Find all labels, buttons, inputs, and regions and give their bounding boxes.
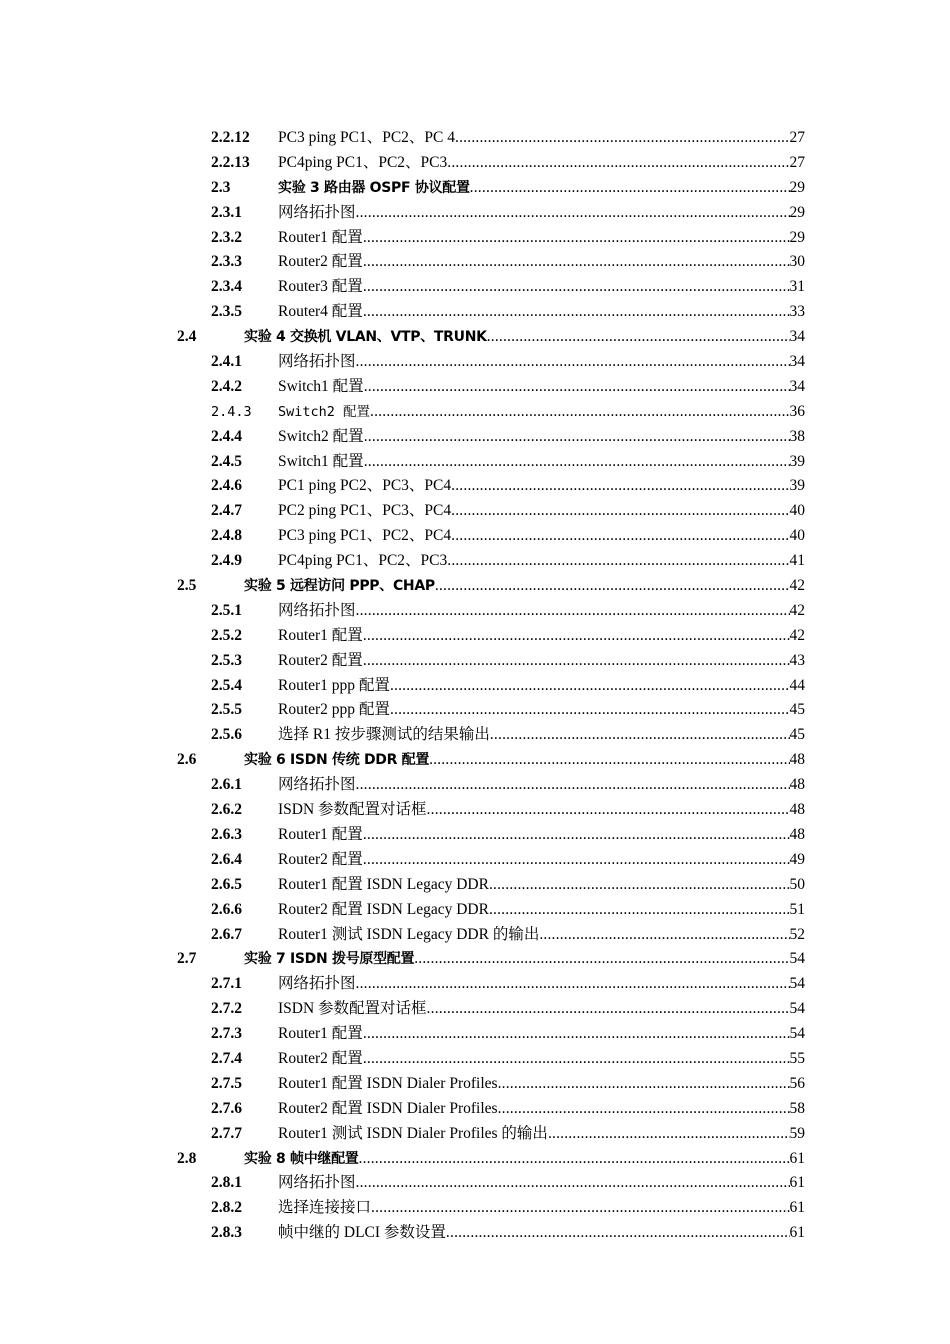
toc-entry[interactable]	[0, 1097, 950, 1122]
toc-entry-title-line	[244, 1147, 805, 1172]
dot-leader	[356, 350, 790, 375]
dot-leader	[363, 300, 790, 325]
toc-entry-page-number: 41	[789, 552, 805, 570]
toc-entry-page-number: 42	[789, 577, 805, 595]
toc-entry[interactable]	[0, 947, 950, 972]
toc-entry[interactable]	[0, 1171, 950, 1196]
toc-entry-page-number: 55	[789, 1049, 805, 1067]
toc-entry[interactable]	[0, 275, 950, 300]
dot-leader	[539, 923, 789, 948]
toc-entry-title: Router1 测试 ISDN Legacy DDR 的输出	[278, 925, 540, 943]
toc-entry[interactable]	[0, 201, 950, 226]
dot-leader	[356, 972, 790, 997]
toc-entry-page-number: 61	[789, 1174, 805, 1192]
toc-entry-title: Router3 配置	[278, 278, 363, 296]
toc-entry-page-number: 29	[789, 228, 805, 246]
toc-entry-title: 网络拓扑图	[278, 1174, 356, 1192]
table-of-contents	[0, 126, 950, 1246]
toc-entry-title-line	[278, 450, 805, 475]
dot-leader	[363, 848, 790, 873]
toc-entry[interactable]	[0, 400, 950, 425]
dot-leader	[498, 1097, 790, 1122]
dot-leader	[363, 250, 790, 275]
toc-entry-title: Router1 配置	[278, 626, 363, 644]
dot-leader	[363, 226, 790, 251]
toc-entry[interactable]	[0, 126, 950, 151]
toc-entry-number: 2.4.4	[211, 427, 242, 445]
toc-entry-title-line	[278, 176, 805, 201]
toc-entry-title: Router2 配置	[278, 253, 363, 271]
toc-entry-page-number: 36	[789, 402, 805, 420]
toc-entry[interactable]	[0, 798, 950, 823]
toc-entry-page-number: 54	[789, 975, 805, 993]
toc-entry-number: 2.4.9	[211, 552, 242, 570]
toc-entry[interactable]	[0, 873, 950, 898]
dot-leader	[363, 823, 790, 848]
toc-entry-page-number: 29	[789, 203, 805, 221]
toc-entry-page-number: 30	[789, 253, 805, 271]
toc-entry-title-line	[278, 624, 805, 649]
toc-entry-number: 2.6	[177, 751, 197, 769]
toc-entry-title: Switch1 配置	[278, 452, 364, 470]
toc-entry-number: 2.8.3	[211, 1224, 242, 1242]
toc-entry-number: 2.6.4	[211, 850, 242, 868]
toc-entry-title-line	[278, 524, 805, 549]
toc-entry-title: ISDN 参数配置对话框	[278, 801, 427, 819]
toc-entry-number: 2.8.1	[211, 1174, 242, 1192]
toc-entry[interactable]	[0, 574, 950, 599]
toc-entry[interactable]	[0, 450, 950, 475]
toc-entry-title: ISDN 参数配置对话框	[278, 1000, 427, 1018]
toc-entry-page-number: 59	[789, 1124, 805, 1142]
toc-entry-title-line	[278, 250, 805, 275]
toc-entry[interactable]	[0, 1047, 950, 1072]
toc-entry-title-line	[278, 674, 805, 699]
toc-entry[interactable]	[0, 624, 950, 649]
toc-entry-page-number: 34	[789, 353, 805, 371]
toc-entry-page-number: 52	[789, 925, 805, 943]
toc-entry-number: 2.6.1	[211, 776, 242, 794]
toc-entry-number: 2.3.4	[211, 278, 242, 296]
toc-entry-page-number: 43	[789, 651, 805, 669]
dot-leader	[359, 1147, 790, 1172]
toc-entry[interactable]	[0, 226, 950, 251]
toc-entry[interactable]	[0, 773, 950, 798]
toc-entry-number: 2.5	[177, 577, 197, 595]
toc-entry-page-number: 49	[789, 850, 805, 868]
toc-entry-page-number: 61	[789, 1199, 805, 1217]
dot-leader	[470, 176, 790, 201]
toc-entry-title-line	[278, 873, 805, 898]
toc-entry[interactable]	[0, 1022, 950, 1047]
toc-entry[interactable]	[0, 1072, 950, 1097]
toc-entry-page-number: 54	[789, 950, 805, 968]
toc-entry-title: 网络拓扑图	[278, 975, 356, 993]
toc-entry-title: Router1 配置	[278, 1025, 363, 1043]
dot-leader	[356, 599, 790, 624]
toc-entry-number: 2.6.7	[211, 925, 242, 943]
dot-leader	[446, 1221, 790, 1246]
toc-entry-title-line	[278, 649, 805, 674]
dot-leader	[447, 151, 789, 176]
toc-entry[interactable]	[0, 848, 950, 873]
toc-entry-title-line	[278, 923, 805, 948]
toc-entry-title: Router2 配置	[278, 651, 363, 669]
toc-entry[interactable]	[0, 972, 950, 997]
toc-entry-title: 网络拓扑图	[278, 203, 356, 221]
toc-entry-title: PC3 ping PC1、PC2、PC4	[278, 527, 452, 545]
toc-entry-title-line	[278, 848, 805, 873]
toc-entry-title-line	[278, 1122, 805, 1147]
toc-entry-number: 2.4.6	[211, 477, 242, 495]
toc-entry-title-line	[244, 325, 805, 350]
toc-entry-title-line	[278, 201, 805, 226]
toc-entry-page-number: 54	[789, 1000, 805, 1018]
toc-entry-title: Router1 ppp 配置	[278, 676, 390, 694]
dot-leader	[356, 201, 790, 226]
toc-entry-page-number: 48	[789, 801, 805, 819]
toc-entry[interactable]	[0, 698, 950, 723]
dot-leader	[364, 375, 790, 400]
toc-entry-page-number: 42	[789, 601, 805, 619]
toc-entry-title: PC4ping PC1、PC2、PC3	[278, 552, 448, 570]
toc-entry[interactable]	[0, 723, 950, 748]
dot-leader	[390, 698, 790, 723]
toc-entry-number: 2.3.1	[211, 203, 242, 221]
toc-entry-number: 2.7.2	[211, 1000, 242, 1018]
toc-entry[interactable]	[0, 923, 950, 948]
toc-entry[interactable]	[0, 474, 950, 499]
toc-entry-number: 2.6.5	[211, 875, 242, 893]
toc-entry-number: 2.7.4	[211, 1049, 242, 1067]
toc-entry-title-line	[278, 400, 805, 425]
toc-entry-title: 实验 4 交换机 VLAN、VTP、TRUNK	[244, 329, 487, 346]
toc-entry-number: 2.4.2	[211, 377, 242, 395]
toc-entry-title-line	[278, 549, 805, 574]
toc-entry-title-line	[278, 375, 805, 400]
toc-entry-page-number: 45	[789, 726, 805, 744]
toc-entry-title: 帧中继的 DLCI 参数设置	[278, 1224, 446, 1242]
toc-entry-title-line	[278, 1171, 805, 1196]
toc-entry-page-number: 42	[789, 626, 805, 644]
toc-entry[interactable]	[0, 250, 950, 275]
toc-entry-title: Router1 配置	[278, 825, 363, 843]
toc-entry-title-line	[278, 1022, 805, 1047]
toc-entry-number: 2.2.13	[211, 153, 250, 171]
toc-entry[interactable]	[0, 425, 950, 450]
toc-entry-number: 2.4.8	[211, 527, 242, 545]
toc-entry-number: 2.4	[177, 328, 197, 346]
toc-entry-title: Router2 配置 ISDN Dialer Profiles	[278, 1099, 498, 1117]
dot-leader	[548, 1122, 790, 1147]
toc-entry-number: 2.3.5	[211, 303, 242, 321]
toc-entry[interactable]	[0, 1122, 950, 1147]
toc-entry-page-number: 40	[789, 527, 805, 545]
dot-leader	[451, 474, 789, 499]
dot-leader	[364, 450, 790, 475]
toc-entry-number: 2.7.5	[211, 1074, 242, 1092]
dot-leader	[363, 649, 790, 674]
toc-entry-number: 2.3.3	[211, 253, 242, 271]
toc-entry-title-line	[278, 300, 805, 325]
toc-entry-number: 2.4.1	[211, 353, 242, 371]
toc-entry-number: 2.5.2	[211, 626, 242, 644]
toc-entry-page-number: 56	[789, 1074, 805, 1092]
toc-entry[interactable]	[0, 549, 950, 574]
toc-entry-title: 网络拓扑图	[278, 776, 356, 794]
toc-entry-title-line	[278, 350, 805, 375]
toc-entry-page-number: 51	[789, 900, 805, 918]
toc-entry-title-line	[278, 773, 805, 798]
toc-entry-page-number: 48	[789, 776, 805, 794]
dot-leader	[447, 549, 789, 574]
toc-entry-title-line	[278, 126, 805, 151]
toc-entry-number: 2.3	[211, 178, 231, 196]
toc-entry-page-number: 39	[789, 477, 805, 495]
toc-entry-title: Router1 测试 ISDN Dialer Profiles 的输出	[278, 1124, 548, 1142]
toc-entry[interactable]	[0, 674, 950, 699]
toc-entry-number: 2.4.7	[211, 502, 242, 520]
toc-entry-title-line	[278, 1047, 805, 1072]
toc-entry-title: Router2 配置	[278, 850, 363, 868]
dot-leader	[429, 748, 789, 773]
dot-leader	[356, 1171, 790, 1196]
toc-entry-title-line	[278, 898, 805, 923]
toc-entry[interactable]	[0, 499, 950, 524]
toc-entry[interactable]	[0, 151, 950, 176]
toc-entry-title: Router2 配置	[278, 1049, 363, 1067]
toc-entry-page-number: 50	[789, 875, 805, 893]
toc-entry-title: Router1 配置 ISDN Legacy DDR	[278, 875, 489, 893]
toc-entry-title-line	[278, 972, 805, 997]
toc-entry-title: 实验 8 帧中继配置	[244, 1150, 359, 1167]
toc-entry-title: Switch2 配置	[278, 403, 371, 420]
toc-entry-number: 2.4.5	[211, 452, 242, 470]
toc-entry-number: 2.5.1	[211, 601, 242, 619]
toc-entry-title: 实验 5 远程访问 PPP、CHAP	[244, 578, 435, 595]
toc-entry[interactable]	[0, 748, 950, 773]
dot-leader	[390, 674, 790, 699]
toc-entry-number: 2.7.7	[211, 1124, 242, 1142]
toc-entry-page-number: 48	[789, 751, 805, 769]
dot-leader	[371, 1196, 789, 1221]
toc-entry[interactable]	[0, 350, 950, 375]
toc-entry-title-line	[278, 723, 805, 748]
toc-entry-title: PC2 ping PC1、PC3、PC4	[278, 502, 452, 520]
dot-leader	[414, 947, 789, 972]
toc-entry-page-number: 39	[789, 452, 805, 470]
toc-entry-title: 网络拓扑图	[278, 601, 356, 619]
toc-entry-title: Router1 配置 ISDN Dialer Profiles	[278, 1074, 498, 1092]
toc-entry-title-line	[244, 748, 805, 773]
toc-entry-page-number: 34	[789, 328, 805, 346]
toc-entry-title: 选择连接接口	[278, 1199, 372, 1217]
toc-entry-title: Router2 配置 ISDN Legacy DDR	[278, 900, 489, 918]
dot-leader	[455, 126, 789, 151]
toc-entry[interactable]	[0, 898, 950, 923]
toc-entry[interactable]	[0, 375, 950, 400]
toc-entry-title-line	[278, 1196, 805, 1221]
toc-entry[interactable]	[0, 649, 950, 674]
toc-entry-title-line	[244, 947, 805, 972]
toc-entry-title-line	[278, 798, 805, 823]
toc-entry-page-number: 38	[789, 427, 805, 445]
toc-entry-title: PC1 ping PC2、PC3、PC4	[278, 477, 452, 495]
toc-entry[interactable]	[0, 325, 950, 350]
toc-entry-title-line	[278, 698, 805, 723]
toc-entry-title: PC4ping PC1、PC2、PC3	[278, 153, 448, 171]
toc-entry-page-number: 40	[789, 502, 805, 520]
dot-leader	[451, 524, 789, 549]
toc-entry-title-line	[278, 1072, 805, 1097]
dot-leader	[427, 798, 790, 823]
toc-entry-title-line	[278, 474, 805, 499]
toc-entry-title-line	[278, 275, 805, 300]
toc-entry[interactable]	[0, 176, 950, 201]
toc-entry[interactable]	[0, 1221, 950, 1246]
toc-entry-title: Router2 ppp 配置	[278, 701, 390, 719]
dot-leader	[490, 723, 790, 748]
toc-entry-title-line	[244, 574, 805, 599]
toc-entry-title: 选择 R1 按步骤测试的结果输出	[278, 726, 490, 744]
toc-entry-title-line	[278, 151, 805, 176]
dot-leader	[370, 400, 789, 425]
dot-leader	[363, 275, 790, 300]
toc-entry-number: 2.8.2	[211, 1199, 242, 1217]
dot-leader	[489, 873, 790, 898]
toc-entry[interactable]	[0, 524, 950, 549]
toc-entry[interactable]	[0, 300, 950, 325]
dot-leader	[363, 624, 790, 649]
toc-entry-title: Switch2 配置	[278, 427, 364, 445]
toc-entry-title: 网络拓扑图	[278, 353, 356, 371]
toc-entry-title: 实验 7 ISDN 拨号原型配置	[244, 951, 415, 968]
toc-entry-page-number: 61	[789, 1224, 805, 1242]
dot-leader	[363, 1047, 790, 1072]
toc-entry-page-number: 45	[789, 701, 805, 719]
toc-entry-page-number: 31	[789, 278, 805, 296]
toc-entry-number: 2.7.3	[211, 1025, 242, 1043]
dot-leader	[487, 325, 790, 350]
toc-entry-title-line	[278, 599, 805, 624]
toc-entry-page-number: 44	[789, 676, 805, 694]
dot-leader	[489, 898, 790, 923]
toc-entry-title: Router1 配置	[278, 228, 363, 246]
toc-entry-title: PC3 ping PC1、PC2、PC 4	[278, 129, 456, 146]
toc-entry-number: 2.2.12	[211, 129, 250, 146]
toc-entry-number: 2.7.6	[211, 1099, 242, 1117]
toc-entry-page-number: 61	[789, 1149, 805, 1167]
toc-entry-page-number: 54	[789, 1025, 805, 1043]
toc-entry-page-number: 34	[789, 377, 805, 395]
toc-entry-title-line	[278, 499, 805, 524]
toc-entry-number: 2.4.3	[211, 403, 252, 420]
dot-leader	[451, 499, 789, 524]
toc-entry-number: 2.8	[177, 1149, 197, 1167]
dot-leader	[363, 1022, 790, 1047]
toc-entry-page-number: 33	[789, 303, 805, 321]
toc-entry-title: Switch1 配置	[278, 377, 364, 395]
toc-entry-title: 实验 6 ISDN 传统 DDR 配置	[244, 752, 430, 769]
toc-entry-number: 2.5.4	[211, 676, 242, 694]
toc-entry-title-line	[278, 997, 805, 1022]
toc-entry[interactable]	[0, 599, 950, 624]
toc-entry-number: 2.7	[177, 950, 197, 968]
toc-entry[interactable]	[0, 823, 950, 848]
toc-entry-number: 2.5.3	[211, 651, 242, 669]
toc-entry-page-number: 58	[789, 1099, 805, 1117]
toc-entry-number: 2.6.3	[211, 825, 242, 843]
toc-entry-title-line	[278, 1097, 805, 1122]
toc-entry-number: 2.5.5	[211, 701, 242, 719]
dot-leader	[498, 1072, 790, 1097]
toc-entry-number: 2.6.6	[211, 900, 242, 918]
dot-leader	[435, 574, 790, 599]
dot-leader	[364, 425, 790, 450]
toc-entry-number: 2.3.2	[211, 228, 242, 246]
toc-entry-number: 2.7.1	[211, 975, 242, 993]
toc-entry-page-number: 27	[789, 153, 805, 171]
toc-entry-title-line	[278, 226, 805, 251]
toc-entry-number: 2.6.2	[211, 801, 242, 819]
dot-leader	[427, 997, 790, 1022]
toc-entry[interactable]	[0, 1196, 950, 1221]
toc-entry-page-number: 29	[789, 178, 805, 196]
toc-entry-page-number: 48	[789, 825, 805, 843]
toc-entry[interactable]	[0, 1147, 950, 1172]
toc-entry-title: Router4 配置	[278, 303, 363, 321]
toc-entry-title-line	[278, 425, 805, 450]
toc-entry-title: 实验 3 路由器 OSPF 协议配置	[278, 179, 470, 196]
toc-entry-number: 2.5.6	[211, 726, 242, 744]
toc-entry-title-line	[278, 1221, 805, 1246]
toc-entry-title-line	[278, 823, 805, 848]
toc-entry[interactable]	[0, 997, 950, 1022]
dot-leader	[356, 773, 790, 798]
toc-entry-page-number: 27	[789, 129, 805, 146]
